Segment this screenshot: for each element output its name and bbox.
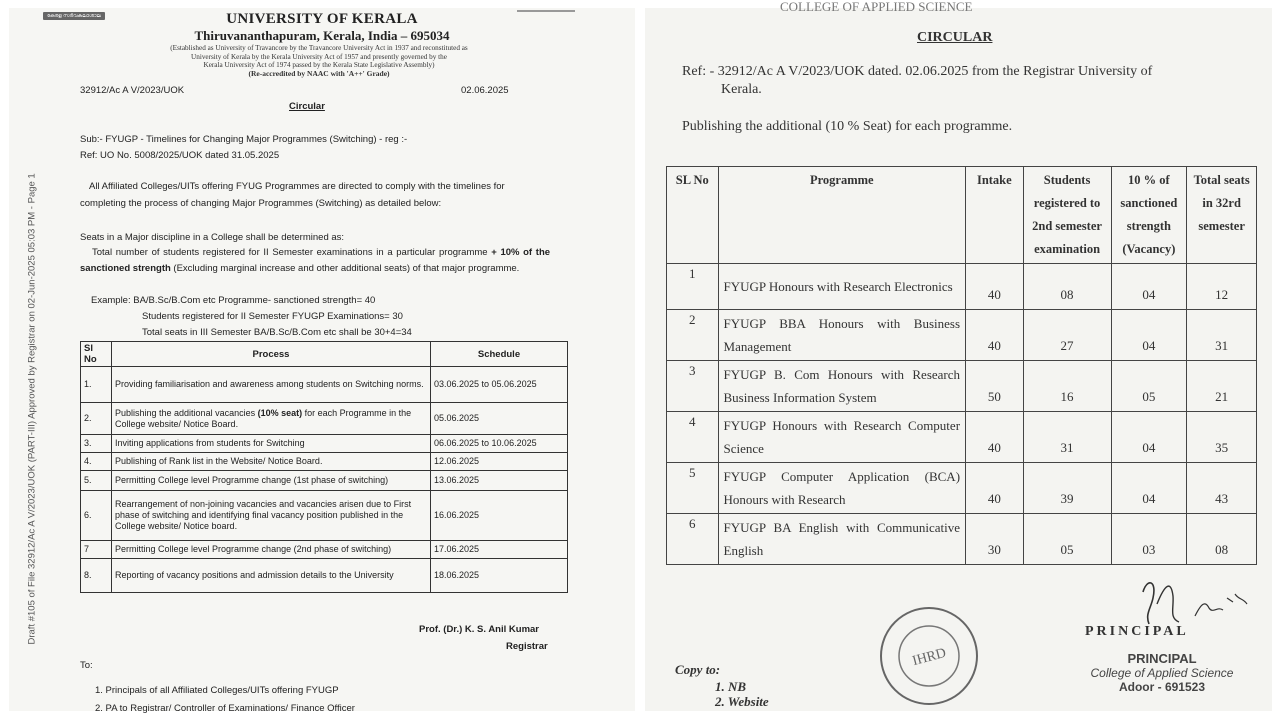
example-line-3: Total seats in III Semester BA/B.Sc/B.Com etc shall be 30+4=34 xyxy=(142,327,412,338)
table-row: 4 FYUGP Honours with Research Computer Science 40 31 04 35 xyxy=(667,412,1257,463)
copy-item-2: 2. Website xyxy=(715,694,769,709)
svg-text:IHRD: IHRD xyxy=(910,645,948,670)
timeline-table xyxy=(80,341,568,593)
table-row: 1. Providing familiarisation and awareness among students on Switching norms. 03.06.2025 to 05.06.2025 xyxy=(81,367,568,403)
principal-label: PRINCIPAL xyxy=(1085,624,1189,639)
signatory-name: Prof. (Dr.) K. S. Anil Kumar xyxy=(419,624,539,635)
header-sl-no: Sl No xyxy=(81,342,112,367)
signatory-designation: Registrar xyxy=(506,641,548,652)
reference-line: Ref: UO No. 5008/2025/UOK dated 31.05.2025 xyxy=(80,150,280,161)
table-row: 8. Reporting of vacancy positions and admission details to the University 18.06.2025 xyxy=(81,559,568,593)
seats-line: Seats in a Major discipline in a College shall be determined as: xyxy=(80,232,345,243)
table-header-row: SL No Programme Intake Students registered to 2nd semester examination 10 % of sanctioned strength (Vacancy) Total seats in 32rd semester xyxy=(667,167,1257,264)
header-schedule: Schedule xyxy=(431,342,568,367)
publishing-line: Publishing the additional (10 % Seat) for each programme. xyxy=(682,119,1013,134)
intro-line-2: completing the process of changing Major Programmes (Switching) as detailed below: xyxy=(80,198,442,209)
college-circular-page xyxy=(645,0,1272,711)
copy-item-1: 1. NB xyxy=(715,679,747,694)
table-row: 3. Inviting applications from students for Switching 06.06.2025 to 10.06.2025 xyxy=(81,435,568,453)
circular-heading: CIRCULAR xyxy=(917,30,993,45)
copy-to-label: Copy to: xyxy=(675,662,721,677)
example-line-2: Students registered for II Semester FYUGP Examinations= 30 xyxy=(142,311,403,322)
table-row: 2 FYUGP BBA Honours with Business Management 40 27 04 31 xyxy=(667,310,1257,361)
table-header-row xyxy=(81,342,568,367)
university-circular-page xyxy=(9,8,635,714)
table-row: 6 FYUGP BA English with Communicative English 30 05 03 08 xyxy=(667,514,1257,565)
establishment-note: (Established as University of Travancore by the Travancore University Act in 1937 and reconstituted as University of Kerala by the Kerala University Act of 1957 and presently governed by the Kerala University Act of 1974 passed by the Kerala State Legislative Assembly) (Re-accredited by NAAC with 'A++' Grade) xyxy=(170,44,468,78)
table-row: 4. Publishing of Rank list in the Website/ Notice Board. 12.06.2025 xyxy=(81,453,568,471)
table-row: 5 FYUGP Computer Application (BCA) Honours with Research 40 39 04 43 xyxy=(667,463,1257,514)
table-row: 2. Publishing the additional vacancies (10% seat) for each Programme in the College website/ Notice Board. 05.06.2025 xyxy=(81,403,568,435)
table-row: 6. Rearrangement of non-joining vacancies and vacancies arisen due to First phase of switching and identifying final vacancy position published in the College website/ Notice board. 16.06.2025 xyxy=(81,491,568,541)
intro-line-1: All Affiliated Colleges/UITs offering FYUG Programmes are directed to comply with the timelines for xyxy=(89,181,505,192)
table-row: 3 FYUGP B. Com Honours with Research Business Information System 50 16 05 21 xyxy=(667,361,1257,412)
university-logo: കേരള സർവകലാശാല xyxy=(43,12,105,20)
reference-line-1: Ref: - 32912/Ac A V/2023/UOK dated. 02.06.2025 from the Registrar University of xyxy=(682,64,1153,79)
header-process: Process xyxy=(112,342,431,367)
table-row: 7 Permitting College level Programme change (2nd phase of switching) 17.06.2025 xyxy=(81,541,568,559)
circular-heading: Circular xyxy=(289,101,325,112)
to-label: To: xyxy=(80,660,93,671)
example-line-1: Example: BA/B.Sc/B.Com etc Programme- sanctioned strength= 40 xyxy=(91,295,376,306)
subject-line: Sub:- FYUGP - Timelines for Changing Major Programmes (Switching) - reg :- xyxy=(80,134,408,145)
principal-signature xyxy=(1135,574,1260,630)
to-item-2: 2. PA to Registrar/ Controller of Examinations/ Finance Officer xyxy=(95,703,355,714)
seal-text xyxy=(855,712,856,721)
university-name: UNIVERSITY OF KERALA xyxy=(226,11,418,27)
reference-line-2: Kerala. xyxy=(721,82,762,97)
table-row: 5. Permitting College level Programme change (1st phase of switching) 13.06.2025 xyxy=(81,471,568,491)
circular-date: 02.06.2025 xyxy=(461,85,509,96)
file-ref-number: 32912/Ac A V/2023/UOK xyxy=(80,85,185,96)
seat-table xyxy=(666,166,1257,565)
table-row: 1 FYUGP Honours with Research Electronics 40 08 04 12 xyxy=(667,264,1257,310)
letterhead-cut: COLLEGE OF APPLIED SCIENCE xyxy=(780,0,973,14)
approval-side-note: Draft #105 of File 32912/Ac A V/2023/UOK (PART-III) Approved by Registrar on 02-Jun-2025 05:03 PM - Page 1 xyxy=(26,173,38,645)
to-item-1: 1. Principals of all Affiliated Colleges/UITs offering FYUGP xyxy=(95,685,339,696)
university-address: Thiruvananthapuram, Kerala, India – 695034 xyxy=(194,28,450,43)
seat-rule: Total number of students registered for II Semester examinations in a particular programme + 10% of the sanctioned strength (Excluding marginal increase and other additional seats) of that major programme. xyxy=(80,247,551,274)
college-seal xyxy=(877,604,981,708)
principal-stamp: PRINCIPAL College of Applied Science Adoor - 691523 xyxy=(1090,651,1234,694)
